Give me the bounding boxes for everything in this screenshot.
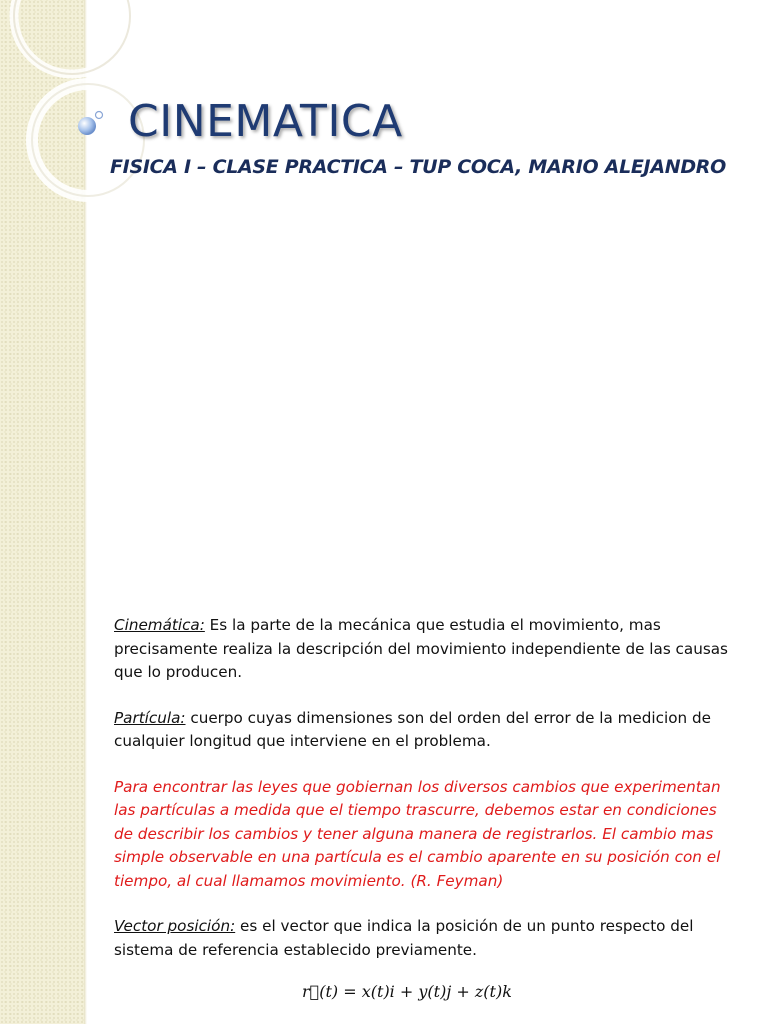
paragraph-particula xyxy=(114,707,734,754)
slide-subtitle: FISICA I – CLASE PRACTICA – TUP COCA, MARIO ALEJANDRO xyxy=(110,156,726,178)
paragraph-cinematica xyxy=(114,614,734,685)
slide-body xyxy=(114,614,734,984)
position-vector-formula: r⃗(t) = x(t)i + y(t)j + z(t)k xyxy=(302,982,512,1001)
feynman-quote: Para encontrar las leyes que gobiernan los diversos cambios que experimentan las partículas a medida que el tiempo trascurre, debemos estar en condiciones de describir los cambios y tener alguna manera de registrarlos. El cambio mas simple observable en una partícula es el cambio aparente en su posición con el tiempo, al cual llamamos movimiento. (R. Feyman) xyxy=(114,777,721,890)
definition-vector-posicion: es el vector que indica la posición de un punto respecto del sistema de referencia establecido previamente. xyxy=(114,917,694,959)
small-bubble-icon xyxy=(96,112,103,119)
term-cinematica: Cinemática: xyxy=(114,616,205,634)
definition-particula: cuerpo cuyas dimensiones son del orden del error de la medicion de cualquier longitud que interviene en el problema. xyxy=(114,708,711,750)
blue-bubble-icon xyxy=(78,117,96,135)
slide-title: CINEMATICA xyxy=(128,96,403,147)
term-particula: Partícula: xyxy=(114,708,186,727)
definition-cinematica: Es la parte de la mecánica que estudia el movimiento, mas precisamente realiza la descripción del movimiento independiente de las causas que lo producen. xyxy=(114,616,728,681)
term-vector-posicion: Vector posición: xyxy=(114,917,236,935)
paragraph-vector-posicion xyxy=(114,915,734,962)
